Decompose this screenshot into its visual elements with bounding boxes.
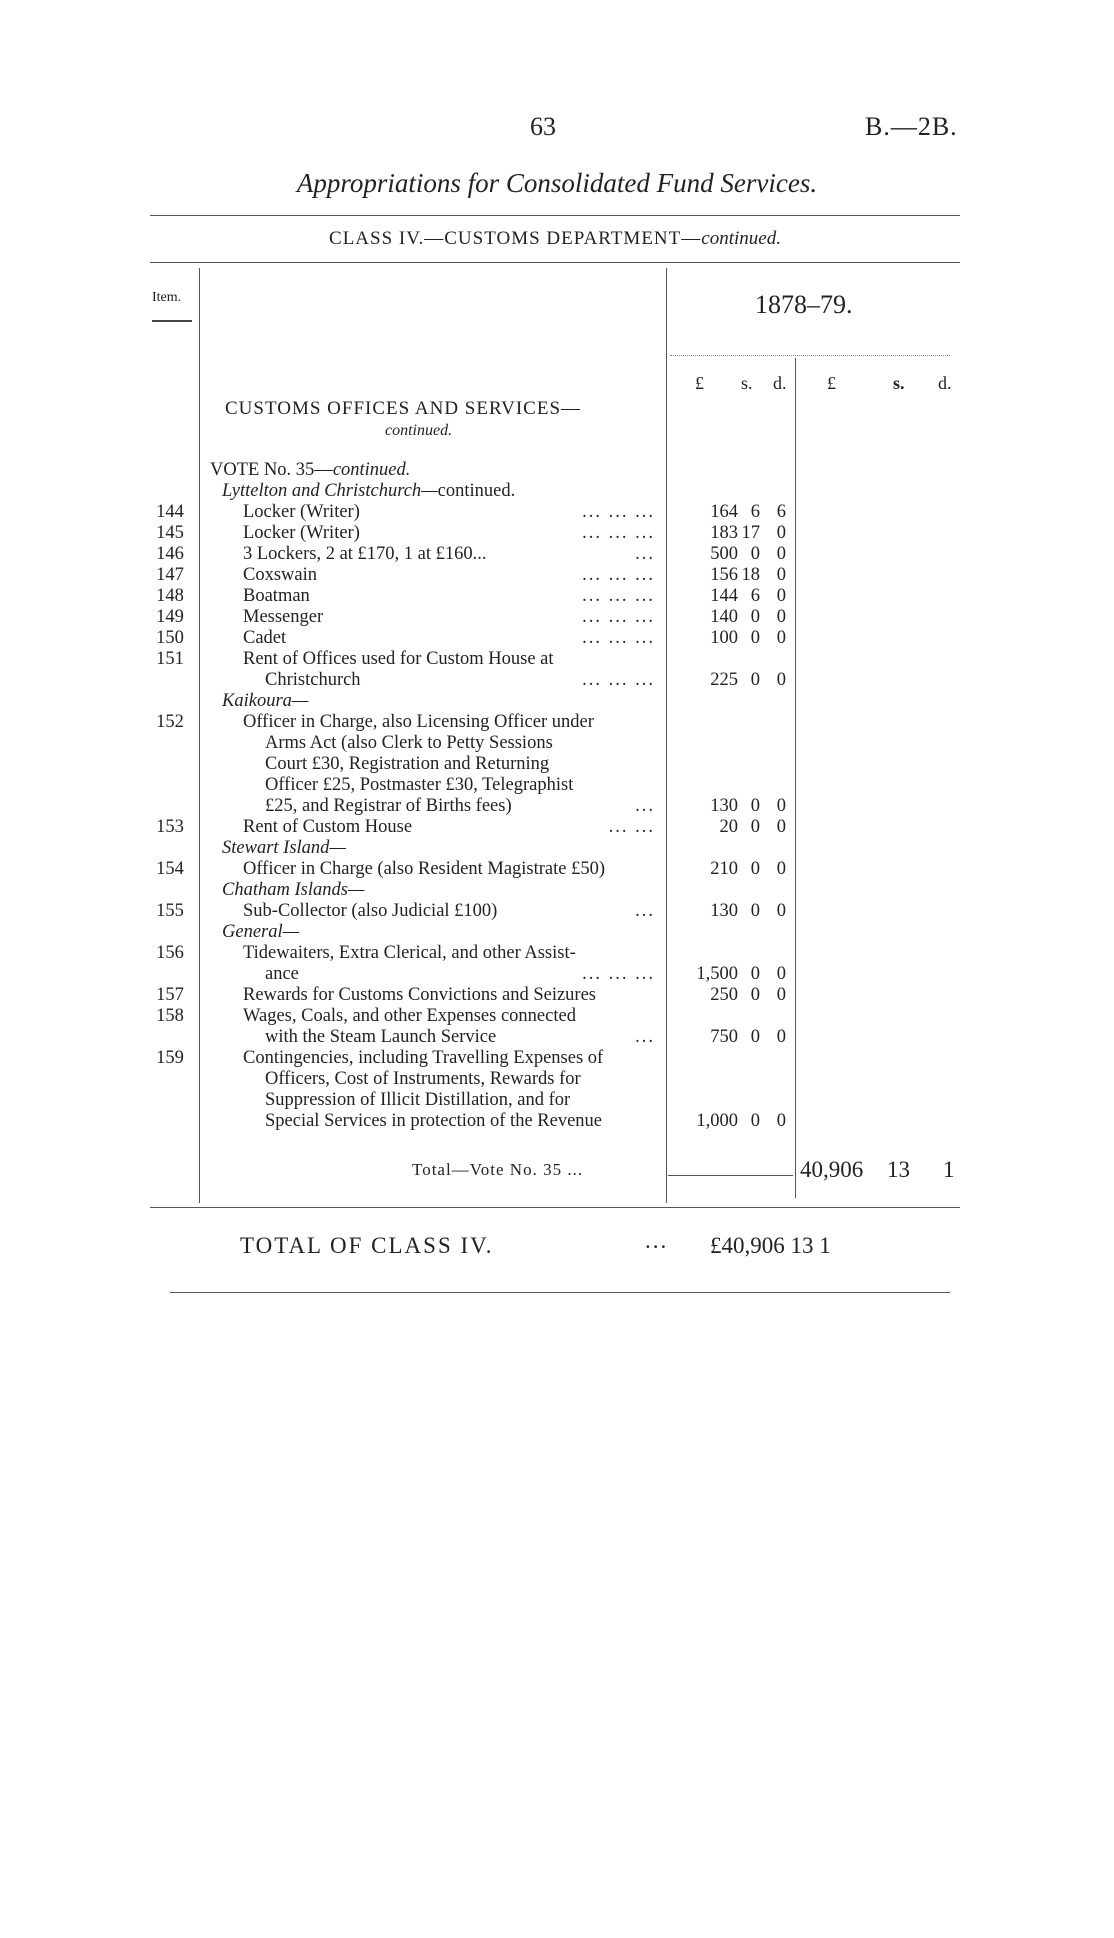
leader-dots: ... ... ... xyxy=(582,586,655,606)
amount-shillings: 6 xyxy=(750,502,760,522)
amount-pounds: 750 xyxy=(710,1027,738,1047)
item-description: Sub-Collector (also Judicial £100) xyxy=(243,901,498,921)
amount-shillings: 6 xyxy=(750,586,760,606)
subheading xyxy=(222,880,364,901)
amount-pounds: 183 xyxy=(710,523,738,543)
amount-pounds: 100 xyxy=(710,628,738,648)
item-number: 151 xyxy=(156,649,184,669)
title-rule xyxy=(150,215,960,216)
amount-pounds: 156 xyxy=(710,565,738,585)
item-number: 155 xyxy=(156,901,184,921)
amount-pence: 0 xyxy=(776,523,786,543)
amount-shillings: 0 xyxy=(750,628,760,648)
amount-pounds: 1,500 xyxy=(696,964,738,984)
amount-pounds: 140 xyxy=(710,607,738,627)
amount-pounds: 130 xyxy=(710,796,738,816)
amount-shillings: 0 xyxy=(750,901,760,921)
item-description: 3 Lockers, 2 at £170, 1 at £160... xyxy=(243,544,487,564)
amount-pence: 0 xyxy=(776,565,786,585)
item-description: Officer in Charge, also Licensing Officer under xyxy=(243,712,594,732)
section-title: CUSTOMS OFFICES AND SERVICES— xyxy=(225,398,582,419)
subheading xyxy=(222,691,308,712)
item-description: Boatman xyxy=(243,586,310,606)
table-bottom-rule xyxy=(150,1207,960,1208)
pence-header: d. xyxy=(773,373,787,393)
pounds-header: £ xyxy=(695,373,704,393)
item-number: 159 xyxy=(156,1048,184,1068)
item-description-continued: with the Steam Launch Service xyxy=(265,1027,497,1047)
amount-pounds: 210 xyxy=(710,859,738,879)
leader-dots: ... ... ... xyxy=(582,502,655,522)
leader-dots: ... ... ... xyxy=(582,607,655,627)
item-number: 157 xyxy=(156,985,184,1005)
vote-total-shillings: 13 xyxy=(887,1157,910,1182)
item-description: Rewards for Customs Convictions and Seizures xyxy=(243,985,596,1005)
class-total-amount: £40,906 13 1 xyxy=(710,1233,831,1258)
amount-pounds: 130 xyxy=(710,901,738,921)
item-description: Locker (Writer) xyxy=(243,523,360,543)
amount-pounds: 1,000 xyxy=(696,1111,738,1131)
subtotal-column-rule xyxy=(795,358,796,1198)
vote-heading-continued: continued. xyxy=(332,460,411,480)
class-title: CLASS IV.—CUSTOMS DEPARTMENT—continued. xyxy=(329,228,781,249)
amount-shillings: 0 xyxy=(750,1111,760,1131)
amount-pence: 0 xyxy=(776,796,786,816)
amount-shillings: 0 xyxy=(750,1027,760,1047)
amount-shillings: 0 xyxy=(750,859,760,879)
amount-shillings: 17 xyxy=(741,523,760,543)
item-number: 158 xyxy=(156,1006,184,1026)
amount-shillings: 0 xyxy=(750,985,760,1005)
item-column-header: Item. xyxy=(152,290,182,305)
item-description: Wages, Coals, and other Expenses connected xyxy=(243,1006,576,1026)
vote-total-pence: 1 xyxy=(943,1157,955,1182)
leader-dots: ... xyxy=(635,1027,655,1047)
leader-dots: ... ... xyxy=(608,817,655,837)
leader-dots: ... ... ... xyxy=(582,523,655,543)
fiscal-year: 1878–79. xyxy=(755,290,853,319)
page-number: 63 xyxy=(530,112,556,141)
item-description: Officer in Charge (also Resident Magistrate £50) xyxy=(243,859,606,879)
item-number: 152 xyxy=(156,712,184,732)
document-reference: B.—2B. xyxy=(865,112,958,141)
item-number: 144 xyxy=(156,502,184,522)
item-description-continued: ance xyxy=(265,964,299,984)
item-number: 145 xyxy=(156,523,184,543)
item-description: Tidewaiters, Extra Clerical, and other Assist- xyxy=(243,943,576,963)
section-title-continued: continued. xyxy=(385,422,453,439)
leader-dots: ... ... ... xyxy=(582,565,655,585)
amount-pounds: 250 xyxy=(710,985,738,1005)
item-column-rule xyxy=(199,268,200,1203)
item-description: Rent of Offices used for Custom House at xyxy=(243,649,554,669)
subheading xyxy=(222,922,299,943)
table-top-rule xyxy=(150,262,960,263)
subheading xyxy=(222,838,346,859)
leader-dots: ... xyxy=(635,796,655,816)
item-description: Rent of Custom House xyxy=(243,817,413,837)
item-description-continued: Christchurch xyxy=(265,670,361,690)
amount-pence: 0 xyxy=(776,1111,786,1131)
item-number: 153 xyxy=(156,817,184,837)
amount-shillings: 0 xyxy=(750,544,760,564)
vote-total-rule xyxy=(668,1175,793,1176)
amount-pence: 0 xyxy=(776,901,786,921)
amount-shillings: 0 xyxy=(750,607,760,627)
amount-pence: 0 xyxy=(776,859,786,879)
subheading xyxy=(222,481,515,502)
item-number: 147 xyxy=(156,565,184,585)
item-description-continued: Arms Act (also Clerk to Petty Sessions xyxy=(265,733,553,753)
leader-dots: ... ... ... xyxy=(582,964,655,984)
class-total-label: TOTAL OF CLASS IV. xyxy=(240,1233,494,1258)
item-description-continued: Officer £25, Postmaster £30, Telegraphist xyxy=(265,775,574,795)
amount-column-rule xyxy=(666,268,667,1203)
amount-pounds: 20 xyxy=(719,817,738,837)
amount-shillings: 0 xyxy=(750,817,760,837)
item-number: 146 xyxy=(156,544,184,564)
item-description-continued: Special Services in protection of the Revenue xyxy=(265,1111,603,1131)
amount-shillings: 0 xyxy=(750,964,760,984)
vote-total-pounds: 40,906 xyxy=(800,1157,864,1182)
item-description: Coxswain xyxy=(243,565,317,585)
amount-pence: 0 xyxy=(776,607,786,627)
amount-shillings: 0 xyxy=(750,670,760,690)
subheading-label: Stewart Island— xyxy=(222,838,346,858)
shillings-header-2: s. xyxy=(893,373,905,393)
class-title-suffix: continued. xyxy=(701,228,781,249)
amount-shillings: 18 xyxy=(741,565,760,585)
pounds-header-2: £ xyxy=(827,373,836,393)
item-description: Locker (Writer) xyxy=(243,502,360,522)
item-description-continued: £25, and Registrar of Births fees) xyxy=(265,796,512,816)
shillings-header: s. xyxy=(741,373,753,393)
item-number: 156 xyxy=(156,943,184,963)
leader-dots: ... xyxy=(635,544,655,564)
amount-pence: 0 xyxy=(776,964,786,984)
amount-shillings: 0 xyxy=(750,796,760,816)
subheading-label: Kaikoura— xyxy=(222,691,309,711)
item-description-continued: Court £30, Registration and Returning xyxy=(265,754,550,774)
amount-pounds: 164 xyxy=(710,502,738,522)
amount-pence: 6 xyxy=(776,502,786,522)
subheading-label: Lyttelton and Christchurch— xyxy=(222,481,438,501)
amount-pence: 0 xyxy=(776,544,786,564)
item-description-continued: Officers, Cost of Instruments, Rewards for xyxy=(265,1069,581,1089)
amount-pence: 0 xyxy=(776,985,786,1005)
amount-pence: 0 xyxy=(776,586,786,606)
item-number: 149 xyxy=(156,607,184,627)
amount-pounds: 225 xyxy=(710,670,738,690)
item-number: 148 xyxy=(156,586,184,606)
leader-dots: ... ... ... xyxy=(582,670,655,690)
item-description-continued: Suppression of Illicit Distillation, and for xyxy=(265,1090,571,1110)
amount-pence: 0 xyxy=(776,1027,786,1047)
item-description: Messenger xyxy=(243,607,324,627)
subheading-label: Chatham Islands— xyxy=(222,880,365,900)
amount-pounds: 144 xyxy=(710,586,738,606)
amount-pence: 0 xyxy=(776,628,786,648)
vote-heading: VOTE No. 35—continued. xyxy=(210,460,411,480)
amount-pounds: 500 xyxy=(710,544,738,564)
pence-header-2: d. xyxy=(938,373,952,393)
leader-dots: ... ... ... xyxy=(582,628,655,648)
subheading-suffix: continued. xyxy=(437,481,516,501)
page-title: Appropriations for Consolidated Fund Services. xyxy=(296,168,818,198)
item-description: Contingencies, including Travelling Expenses of xyxy=(243,1048,604,1068)
amount-pence: 0 xyxy=(776,817,786,837)
item-description: Cadet xyxy=(243,628,287,648)
vote-total-label: Total—Vote No. 35 ... xyxy=(412,1160,584,1179)
item-number: 154 xyxy=(156,859,184,879)
closing-rule xyxy=(170,1292,950,1293)
item-number: 150 xyxy=(156,628,184,648)
class-total-dots: ... xyxy=(645,1228,669,1253)
vote-total-dots: ... xyxy=(567,1160,584,1179)
amount-pence: 0 xyxy=(776,670,786,690)
year-rule xyxy=(670,355,950,356)
item-head-rule xyxy=(152,320,192,322)
leader-dots: ... xyxy=(635,901,655,921)
subheading-label: General— xyxy=(222,922,300,942)
